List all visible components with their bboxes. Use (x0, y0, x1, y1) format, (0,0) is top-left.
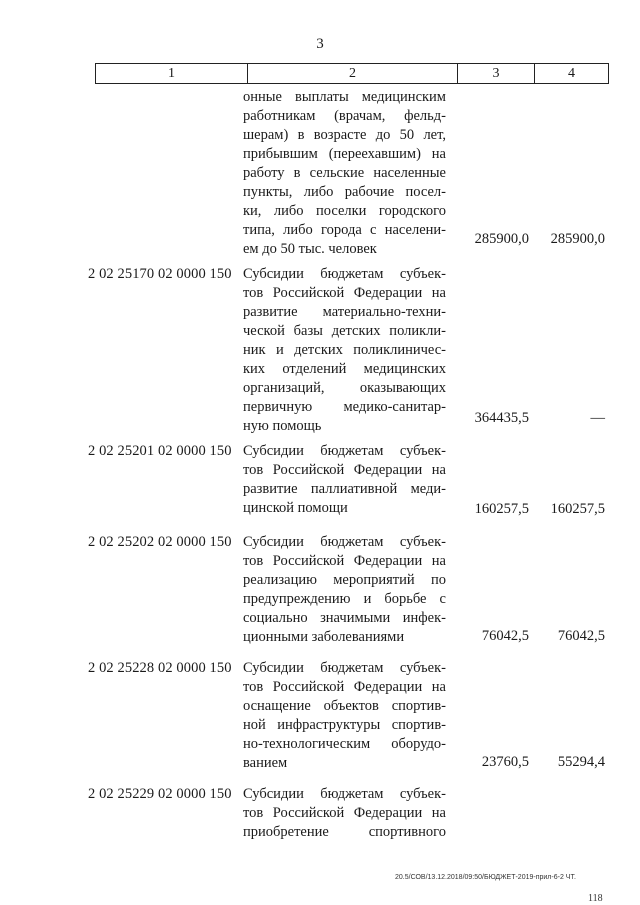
value-col-4: 55294,4 (557, 754, 605, 770)
row-description (243, 533, 446, 647)
budget-code: 2 02 25202 02 0000 150 (88, 534, 232, 550)
description-line: тов Российской Федерации на (243, 285, 446, 301)
description-line: пункты, либо рабочие посел- (243, 184, 446, 200)
description-line: тов Российской Федерации на (243, 462, 446, 478)
value-col-4: 76042,5 (557, 628, 605, 644)
value-col-3: 23760,5 (481, 754, 529, 770)
description-line: организаций, оказывающих (243, 380, 446, 396)
column-header-2: 2 (248, 64, 458, 83)
value-col-3: 76042,5 (481, 628, 529, 644)
description-line: ванием (243, 755, 288, 771)
row-description (243, 265, 446, 436)
value-col-4: 285900,0 (550, 231, 605, 247)
row-description (243, 659, 446, 773)
description-line: социально значимыми инфек- (243, 610, 446, 626)
description-line: ной инфраструктуры спортив- (243, 717, 446, 733)
description-line: но-технологическим оборудо- (243, 736, 446, 752)
description-line: первичную медико-санитар- (243, 399, 446, 415)
description-line: Субсидии бюджетам субъек- (243, 534, 446, 550)
value-col-3: 160257,5 (474, 501, 529, 517)
description-line: тов Российской Федерации на (243, 679, 446, 695)
budget-code: 2 02 25229 02 0000 150 (88, 786, 232, 802)
description-line: ем до 50 тыс. человек (243, 241, 377, 257)
description-line: типа, либо города с населени- (243, 222, 446, 238)
description-line: реализацию мероприятий по (243, 572, 446, 588)
value-col-4: — (590, 410, 605, 426)
budget-code: 2 02 25228 02 0000 150 (88, 660, 232, 676)
description-line: цинской помощи (243, 500, 348, 516)
value-col-4: 160257,5 (550, 501, 605, 517)
description-line: шерам) в возрасте до 50 лет, (243, 127, 446, 143)
description-line: Субсидии бюджетам субъек- (243, 786, 446, 802)
page-corner-mark: 118 (588, 893, 603, 904)
description-line: Субсидии бюджетам субъек- (243, 443, 446, 459)
description-line: развитие материально-техни- (243, 304, 446, 320)
description-line: предупреждению и борьбе с (243, 591, 446, 607)
column-header-1: 1 (96, 64, 248, 83)
budget-code: 2 02 25170 02 0000 150 (88, 266, 232, 282)
description-line: онные выплаты медицинским (243, 89, 446, 105)
value-col-3: 285900,0 (474, 231, 529, 247)
row-description (243, 442, 446, 518)
description-line: прибывшим (переехавшим) на (243, 146, 446, 162)
description-line: ционными заболеваниями (243, 629, 405, 645)
description-line: Субсидии бюджетам субъек- (243, 266, 446, 282)
description-line: приобретение спортивного (243, 824, 446, 840)
document-footer-id: 20.5/СОВ/13.12.2018/09:50/БЮДЖЕТ-2019-прил-6-2 ЧТ. (395, 874, 576, 881)
description-line: Субсидии бюджетам субъек- (243, 660, 446, 676)
description-line: тов Российской Федерации на (243, 805, 446, 821)
column-header-3: 3 (458, 64, 535, 83)
description-line: ческой базы детских поликли- (243, 323, 446, 339)
description-line: ник и детских поликлиничес- (243, 342, 446, 358)
column-header-4: 4 (568, 66, 575, 81)
description-line: работу в сельские населенные (243, 165, 446, 181)
description-line: тов Российской Федерации на (243, 553, 446, 569)
page-number: 3 (316, 36, 324, 52)
description-line: работникам (врачам, фельд- (243, 108, 446, 124)
description-line: ки, либо поселки городского (243, 203, 446, 219)
value-col-3: 364435,5 (474, 410, 529, 426)
column-header-row (95, 63, 609, 84)
budget-code: 2 02 25201 02 0000 150 (88, 443, 232, 459)
description-line: развитие паллиативной меди- (243, 481, 446, 497)
description-line: ную помощь (243, 418, 322, 434)
description-line: ких отделений медицинских (243, 361, 446, 377)
row-description (243, 88, 446, 259)
row-description (243, 785, 446, 842)
description-line: оснащение объектов спортив- (243, 698, 446, 714)
